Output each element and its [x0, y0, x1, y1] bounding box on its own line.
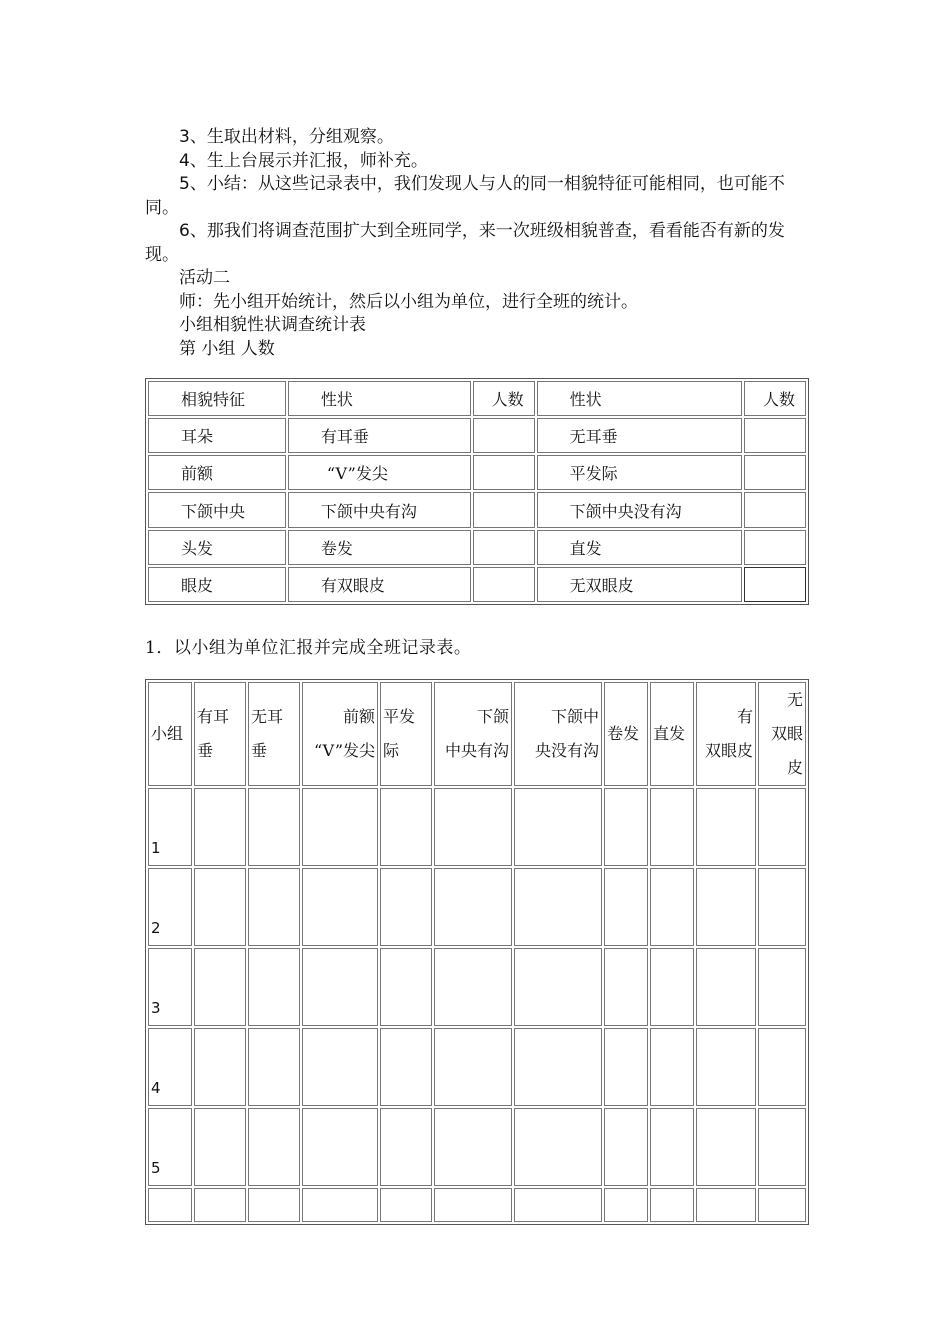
header-cell: 小组: [148, 682, 192, 786]
count-cell[interactable]: [473, 418, 535, 453]
count-cell[interactable]: [473, 492, 535, 527]
state-cell: 无耳垂: [537, 418, 742, 453]
table-row: [148, 948, 806, 1026]
data-cell[interactable]: [514, 868, 602, 946]
group-line: 第 小组 人数: [179, 338, 275, 359]
header-cell: 下颌 中央有沟: [434, 682, 512, 786]
table-row: [148, 1028, 806, 1106]
count-cell[interactable]: [744, 418, 806, 453]
paragraph-6: 6、那我们将调查范围扩大到全班同学，来一次班级相貌普查，看看能否有新的发: [179, 221, 785, 241]
trait-cell: 头发: [148, 530, 286, 565]
activity-heading: 活动二: [179, 268, 230, 288]
data-cell[interactable]: [302, 788, 378, 866]
paragraph-5-cont: 同。: [145, 197, 179, 218]
table-header-row: [148, 381, 806, 416]
count-cell[interactable]: [744, 492, 806, 527]
data-cell[interactable]: [514, 1188, 602, 1222]
data-cell[interactable]: [514, 948, 602, 1026]
data-cell[interactable]: [302, 1028, 378, 1106]
count-cell[interactable]: [744, 567, 806, 602]
data-cell[interactable]: [434, 788, 512, 866]
table-row: [148, 530, 806, 565]
header-cell: 性状: [537, 381, 742, 416]
table-row: [148, 868, 806, 946]
data-cell[interactable]: [696, 1108, 756, 1186]
state-cell: 无双眼皮: [537, 567, 742, 602]
trait-cell: 前额: [148, 455, 286, 490]
table-row: [148, 567, 806, 602]
table-header-row: [148, 682, 806, 786]
lesson-text: [145, 126, 810, 361]
group-number: 1: [148, 788, 192, 866]
state-cell: 直发: [537, 530, 742, 565]
state-cell: “V”发尖: [288, 455, 471, 490]
state-cell: 下颌中央没有沟: [537, 492, 742, 527]
data-cell[interactable]: [194, 788, 246, 866]
data-cell[interactable]: [696, 788, 756, 866]
header-cell: 有耳 垂: [194, 682, 246, 786]
paragraph-5: 5、小结：从这些记录表中，我们发现人与人的同一相貌特征可能相同，也可能不: [179, 174, 785, 194]
table-row: [148, 788, 806, 866]
data-cell[interactable]: [758, 788, 806, 866]
group-number: 2: [148, 868, 192, 946]
header-cell: 平发 际: [380, 682, 432, 786]
paragraph-6-cont: 现。: [145, 244, 179, 265]
data-cell[interactable]: [434, 1028, 512, 1106]
count-cell[interactable]: [473, 530, 535, 565]
data-cell[interactable]: [650, 1108, 694, 1186]
count-cell[interactable]: [473, 567, 535, 602]
data-cell[interactable]: [650, 788, 694, 866]
state-cell: 卷发: [288, 530, 471, 565]
data-cell[interactable]: [758, 1108, 806, 1186]
data-cell[interactable]: [248, 1108, 300, 1186]
data-cell[interactable]: [248, 1028, 300, 1106]
state-cell: 有双眼皮: [288, 567, 471, 602]
group-number: 4: [148, 1028, 192, 1106]
count-cell[interactable]: [744, 455, 806, 490]
data-cell[interactable]: [650, 948, 694, 1026]
teacher-instruction: 师：先小组开始统计，然后以小组为单位，进行全班的统计。: [179, 291, 638, 312]
data-cell[interactable]: [604, 868, 648, 946]
count-cell[interactable]: [473, 455, 535, 490]
table-row: [148, 418, 806, 453]
data-cell[interactable]: [148, 1188, 192, 1222]
data-cell[interactable]: [650, 1188, 694, 1222]
data-cell[interactable]: [380, 788, 432, 866]
data-cell[interactable]: [194, 948, 246, 1026]
data-cell[interactable]: [604, 1188, 648, 1222]
data-cell[interactable]: [696, 1028, 756, 1106]
group-number: 5: [148, 1108, 192, 1186]
header-cell: 无 双眼皮: [758, 682, 806, 786]
table-row: [148, 1108, 806, 1186]
table-title: 小组相貌性状调查统计表: [179, 315, 366, 335]
data-cell[interactable]: [380, 868, 432, 946]
class-record-heading: 1．以小组为单位汇报并完成全班记录表。: [145, 638, 472, 658]
data-cell[interactable]: [434, 1108, 512, 1186]
data-cell[interactable]: [302, 868, 378, 946]
data-cell[interactable]: [514, 788, 602, 866]
data-cell[interactable]: [380, 948, 432, 1026]
data-cell[interactable]: [194, 1108, 246, 1186]
group-survey-table: [145, 378, 809, 605]
data-cell[interactable]: [758, 1188, 806, 1222]
data-cell[interactable]: [302, 948, 378, 1026]
data-cell[interactable]: [514, 1028, 602, 1106]
table-row: [148, 1188, 806, 1222]
data-cell[interactable]: [758, 948, 806, 1026]
data-cell[interactable]: [758, 1028, 806, 1106]
data-cell[interactable]: [194, 1188, 246, 1222]
header-cell: 无耳 垂: [248, 682, 300, 786]
state-cell: 下颌中央有沟: [288, 492, 471, 527]
data-cell[interactable]: [194, 868, 246, 946]
data-cell[interactable]: [380, 1108, 432, 1186]
header-cell: 前额 “V”发尖: [302, 682, 378, 786]
header-cell: 相貌特征: [148, 381, 286, 416]
data-cell[interactable]: [696, 948, 756, 1026]
data-cell[interactable]: [380, 1028, 432, 1106]
data-cell[interactable]: [380, 1188, 432, 1222]
paragraph-4: 4、生上台展示并汇报，师补充。: [179, 150, 428, 171]
data-cell[interactable]: [248, 948, 300, 1026]
state-cell: 平发际: [537, 455, 742, 490]
data-cell[interactable]: [650, 868, 694, 946]
data-cell[interactable]: [434, 868, 512, 946]
header-cell: 人数: [473, 381, 535, 416]
trait-cell: 耳朵: [148, 418, 286, 453]
group-number: 3: [148, 948, 192, 1026]
state-cell: 有耳垂: [288, 418, 471, 453]
trait-cell: 眼皮: [148, 567, 286, 602]
data-cell[interactable]: [604, 948, 648, 1026]
paragraph-3: 3、生取出材料，分组观察。: [179, 127, 394, 147]
data-cell[interactable]: [248, 1188, 300, 1222]
header-cell: 人数: [744, 381, 806, 416]
data-cell[interactable]: [604, 1028, 648, 1106]
data-cell[interactable]: [434, 948, 512, 1026]
data-cell[interactable]: [758, 868, 806, 946]
count-cell[interactable]: [744, 530, 806, 565]
data-cell[interactable]: [248, 868, 300, 946]
header-cell: 直发: [650, 682, 694, 786]
data-cell[interactable]: [604, 1108, 648, 1186]
data-cell[interactable]: [194, 1028, 246, 1106]
header-cell: 有 双眼皮: [696, 682, 756, 786]
class-record-table: [145, 679, 809, 1225]
data-cell[interactable]: [696, 1188, 756, 1222]
data-cell[interactable]: [514, 1108, 602, 1186]
data-cell[interactable]: [302, 1108, 378, 1186]
data-cell[interactable]: [650, 1028, 694, 1106]
data-cell[interactable]: [696, 868, 756, 946]
header-cell: 性状: [288, 381, 471, 416]
header-cell: 卷发: [604, 682, 648, 786]
header-cell: 下颌中 央没有沟: [514, 682, 602, 786]
data-cell[interactable]: [434, 1188, 512, 1222]
table-row: [148, 492, 806, 527]
trait-cell: 下颌中央: [148, 492, 286, 527]
data-cell[interactable]: [604, 788, 648, 866]
data-cell[interactable]: [248, 788, 300, 866]
data-cell[interactable]: [302, 1188, 378, 1222]
table-row: [148, 455, 806, 490]
